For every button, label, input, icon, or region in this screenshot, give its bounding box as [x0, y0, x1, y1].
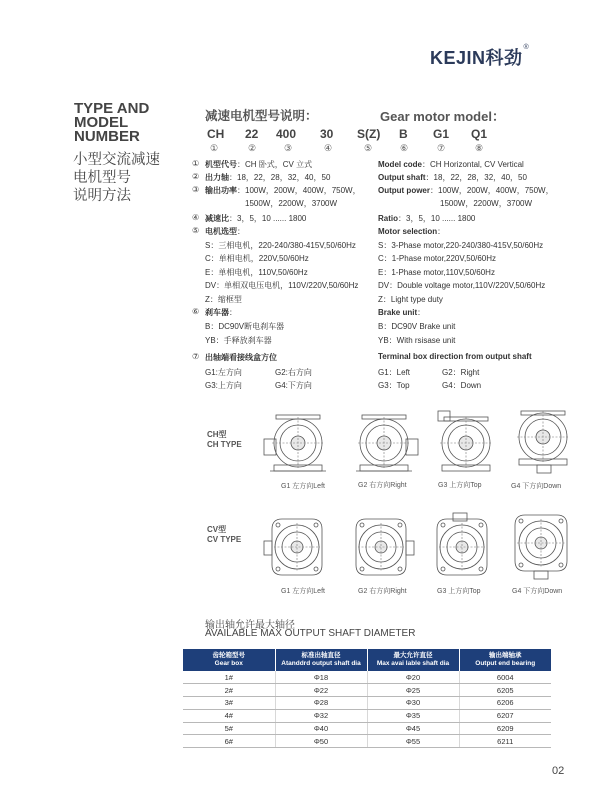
cv-caption-g4: G4 下方向Down	[512, 588, 563, 595]
table-row	[183, 722, 551, 735]
ch-caption-g3: G3 上方向Top	[438, 482, 482, 489]
brand-logo	[430, 44, 529, 70]
header-cn: 减速电机型号说明：	[205, 109, 318, 123]
side-cn-line: 电机型号	[73, 170, 131, 186]
en-output-shaft: Output shaft：18，22，28，32，40，50	[378, 173, 527, 182]
side-title	[74, 102, 164, 144]
cell-max-shaft: Φ30	[367, 697, 459, 710]
cv-flange-g3-icon	[427, 511, 497, 581]
code-num: ⑥	[400, 143, 409, 153]
item-num: ②	[192, 172, 200, 181]
col-header-gearbox: 齿轮箱型号 Gear box	[183, 649, 275, 671]
cv-flange-g4-icon	[505, 513, 577, 583]
code-part: G1	[433, 127, 450, 141]
ch-motor-g3-icon	[430, 409, 502, 475]
cn-brake-b: B：DC90V断电刹车器	[205, 322, 285, 331]
code-num: ⑧	[475, 143, 484, 153]
item-num: ⑤	[192, 226, 200, 235]
table-row	[183, 697, 551, 710]
cell-std-shaft: Φ40	[275, 722, 367, 735]
en-brake-yb: YB：With rsisase unit	[378, 336, 456, 345]
code-part: S(Z)	[357, 127, 381, 141]
code-part: 30	[320, 127, 334, 141]
item-num: ④	[192, 213, 200, 222]
cell-gearbox: 1#	[183, 671, 275, 684]
cell-gearbox: 5#	[183, 722, 275, 735]
cell-std-shaft: Φ28	[275, 697, 367, 710]
cell-std-shaft: Φ50	[275, 735, 367, 748]
en-motor-z: Z：Light type duty	[378, 295, 443, 304]
registered-mark: ®	[523, 44, 530, 51]
code-num: ⑤	[364, 143, 373, 153]
cell-bearing: 6206	[459, 697, 551, 710]
cn-model-code: 机型代号：CH 卧式，CV 立式	[205, 160, 313, 169]
en-g4: G4：Down	[442, 381, 482, 390]
col-header-std-shaft: 标准出轴直径 Atanddrd output shaft dia	[275, 649, 367, 671]
cn-motor-z: Z：缩框型	[205, 295, 242, 304]
cell-gearbox: 2#	[183, 684, 275, 697]
ch-caption-g1: G1 左方向Left	[281, 483, 325, 490]
ch-caption-g2: G2 右方向Right	[358, 482, 407, 489]
cn-brake-yb: YB：手释放刹车器	[205, 336, 272, 345]
en-terminal-box: Terminal box direction from output shaft	[378, 352, 532, 361]
cell-bearing: 6207	[459, 709, 551, 722]
table-row	[183, 735, 551, 748]
code-num: ③	[284, 143, 293, 153]
table-header-row	[183, 649, 551, 671]
code-part: CH	[207, 127, 225, 141]
cv-type-label	[207, 525, 241, 545]
cv-flange-g2-icon	[346, 515, 416, 581]
cell-bearing: 6205	[459, 684, 551, 697]
table-row	[183, 709, 551, 722]
cell-max-shaft: Φ20	[367, 671, 459, 684]
en-g2: G2：Right	[442, 368, 480, 377]
en-motor-s: S：3-Phase motor,220-240/380-415V,50/60Hz	[378, 241, 544, 250]
shaft-diameter-table	[183, 649, 551, 748]
cn-motor-dv: DV：单相双电压电机，110V/220V,50/60Hz	[205, 281, 359, 290]
cn-motor-e: E：单相电机，110V,50/60Hz	[205, 268, 308, 277]
side-title-line: NUMBER	[74, 128, 140, 145]
cn-ratio: 减速比：3，5，10 ...... 1800	[205, 214, 307, 223]
cn-motor-s: S：三相电机，220-240/380-415V,50/60Hz	[205, 241, 356, 250]
shaft-title-en: AVAILABLE MAX OUTPUT SHAFT DIAMETER	[205, 628, 416, 639]
header-en: Gear motor model：	[380, 109, 505, 124]
code-part: B	[399, 127, 408, 141]
cell-max-shaft: Φ55	[367, 735, 459, 748]
code-part: 400	[276, 127, 297, 141]
cell-max-shaft: Φ45	[367, 722, 459, 735]
side-cn-line: 小型交流减速	[73, 152, 160, 168]
cell-std-shaft: Φ32	[275, 709, 367, 722]
ch-type-cn: CH型	[207, 430, 227, 439]
en-motor-selection: Motor selection：	[378, 227, 446, 236]
code-num: ⑦	[437, 143, 446, 153]
cn-g2: G2:右方向	[275, 368, 312, 377]
page-number: 02	[552, 765, 565, 777]
cn-brake-unit: 刹车器：	[205, 308, 237, 317]
cell-std-shaft: Φ22	[275, 684, 367, 697]
cell-gearbox: 4#	[183, 709, 275, 722]
code-num: ①	[210, 143, 219, 153]
cv-type-en: CV TYPE	[207, 535, 242, 544]
item-num: ③	[192, 185, 200, 194]
ch-type-label	[207, 430, 242, 450]
ch-motor-g1-icon	[262, 413, 334, 475]
cn-output-shaft: 出力轴：18，22，28，32，40，50	[205, 173, 331, 182]
cell-std-shaft: Φ18	[275, 671, 367, 684]
cell-bearing: 6209	[459, 722, 551, 735]
cv-flange-g1-icon	[262, 515, 332, 581]
code-num: ④	[324, 143, 333, 153]
code-part: Q1	[471, 127, 488, 141]
cv-caption-g3: G3 上方向Top	[437, 588, 481, 595]
en-brake-unit: Brake unit：	[378, 308, 426, 317]
item-num: ⑦	[192, 352, 200, 361]
cn-motor-c: C：单相电机，220V,50/60Hz	[205, 254, 309, 263]
en-motor-c: C：1-Phase motor,220V,50/60Hz	[378, 254, 496, 263]
cell-bearing: 6004	[459, 671, 551, 684]
col-header-max-shaft: 最大允许直径 Max avai lable shaft dia	[367, 649, 459, 671]
cn-terminal-box: 出轴端看接线盒方位	[205, 353, 277, 362]
cn-g3: G3:上方向	[205, 381, 242, 390]
en-ratio: Ratio：3，5，10 ...... 1800	[378, 214, 476, 223]
cn-g4: G4:下方向	[275, 381, 312, 390]
cell-max-shaft: Φ25	[367, 684, 459, 697]
cn-g1: G1:左方向	[205, 368, 242, 377]
en-model-code: Model code：CH Horizontal, CV Vertical	[378, 160, 524, 169]
cv-type-cn: CV型	[207, 525, 227, 534]
en-motor-dv: DV：Double voltage motor,110V/220V,50/60Hz	[378, 281, 546, 290]
en-motor-e: E：1-Phase motor,110V,50/60Hz	[378, 268, 495, 277]
cell-gearbox: 3#	[183, 697, 275, 710]
cn-motor-selection: 电机选型：	[205, 227, 245, 236]
cell-max-shaft: Φ35	[367, 709, 459, 722]
cv-caption-g2: G2 右方向Right	[358, 588, 407, 595]
code-part: 22	[245, 127, 259, 141]
cell-bearing: 6211	[459, 735, 551, 748]
item-num: ①	[192, 159, 200, 168]
side-title-line: TYPE AND	[74, 100, 150, 117]
table-row	[183, 671, 551, 684]
en-g1: G1：Left	[378, 368, 411, 377]
en-output-power-2: 1500W，2200W，3700W	[440, 199, 533, 208]
en-output-power: Output power：100W，200W，400W，750W，	[378, 186, 554, 195]
col-header-bearing: 输出端轴承 Output end bearing	[459, 649, 551, 671]
cn-output-power: 输出功率：100W，200W，400W，750W，	[205, 186, 361, 195]
cn-output-power-2: 1500W，2200W，3700W	[245, 199, 338, 208]
side-cn-line: 说明方法	[73, 188, 131, 204]
shaft-title-cn: 输出轴允许最大轴径	[205, 620, 295, 631]
ch-caption-g4: G4 下方向Down	[511, 483, 562, 490]
en-brake-b: B：DC90V Brake unit	[378, 322, 456, 331]
code-num: ②	[248, 143, 257, 153]
table-row	[183, 684, 551, 697]
cv-caption-g1: G1 左方向Left	[281, 588, 325, 595]
side-title-cn	[73, 151, 173, 205]
ch-type-en: CH TYPE	[207, 440, 242, 449]
brand-name: KEJIN科劲	[430, 48, 523, 68]
cell-gearbox: 6#	[183, 735, 275, 748]
item-num: ⑥	[192, 307, 200, 316]
ch-motor-g4-icon	[507, 409, 579, 475]
side-title-line: MODEL	[74, 114, 129, 131]
en-g3: G3：Top	[378, 381, 410, 390]
ch-motor-g2-icon	[348, 413, 420, 475]
